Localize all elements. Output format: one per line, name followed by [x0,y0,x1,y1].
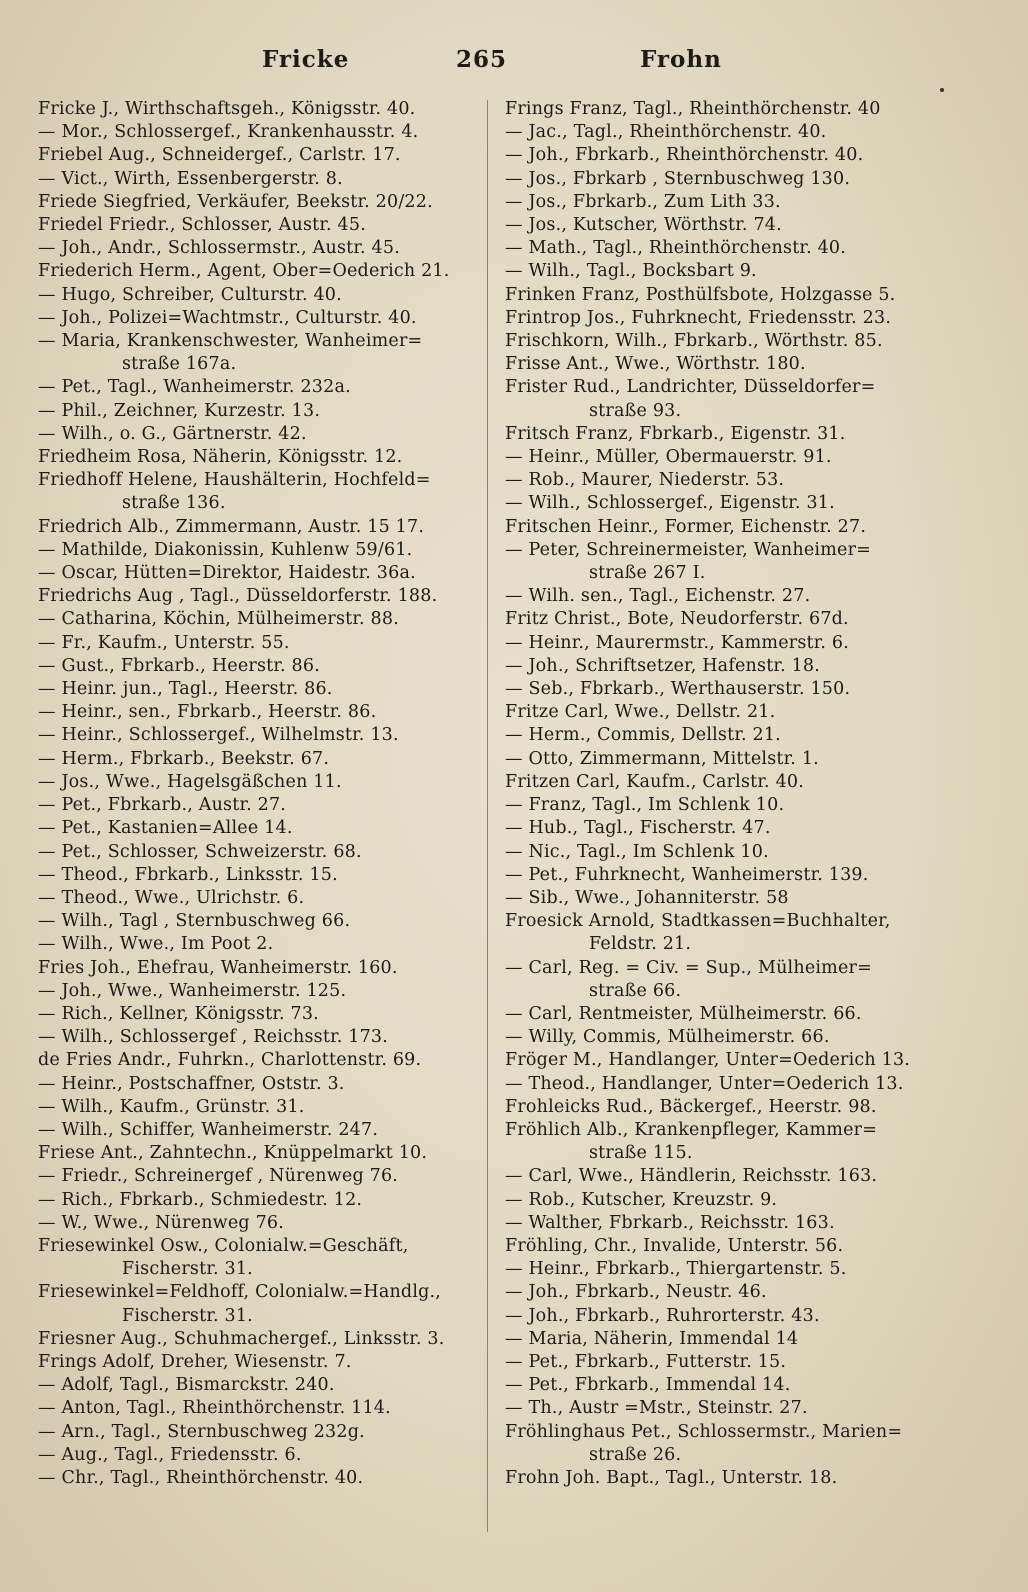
directory-entry: Friedrichs Aug , Tagl., Düsseldorferstr. 188. [38,586,438,607]
directory-entry: Frischkorn, Wilh., Fbrkarb., Wörthstr. 85. [505,331,883,352]
directory-entry: — Jos., Kutscher, Wörthstr. 74. [505,215,782,236]
directory-entry: Friedrich Alb., Zimmermann, Austr. 15 17. [38,516,425,537]
directory-entry: — Wilh., Wwe., Im Poot 2. [38,934,274,955]
directory-entry: — Heinr., Schlossergef., Wilhelmstr. 13. [38,725,399,746]
directory-entry: Frings Franz, Tagl., Rheinthörchenstr. 40 [505,99,881,119]
directory-entry: Fritzen Carl, Kaufm., Carlstr. 40. [505,771,804,792]
directory-entry: — Carl, Wwe., Händlerin, Reichsstr. 163. [505,1166,878,1187]
directory-entry: — Theod., Wwe., Ulrichstr. 6. [38,887,305,908]
directory-entry: — Wilh., Tagl , Sternbuschweg 66. [38,911,351,932]
directory-entry: — Otto, Zimmermann, Mittelstr. 1. [505,748,819,769]
directory-entry: — Pet., Schlosser, Schweizerstr. 68. [38,841,362,862]
directory-entry: — Heinr., sen., Fbrkarb., Heerstr. 86. [38,702,377,723]
directory-entry: Fritsch Franz, Fbrkarb., Eigenstr. 31. [505,423,846,444]
directory-entry: Fröhlich Alb., Krankenpfleger, Kammer= [505,1119,878,1140]
directory-entry: — Joh., Andr., Schlossermstr., Austr. 45. [38,238,400,259]
directory-entry: — Nic., Tagl., Im Schlenk 10. [505,841,769,862]
directory-entry: — Joh., Polizei=Wachtmstr., Culturstr. 40. [38,307,417,328]
directory-entry: Frintrop Jos., Fuhrknecht, Friedensstr. 23. [505,307,892,328]
directory-entry-continuation: Fischerstr. 31. [122,1259,253,1280]
column-divider [487,100,488,1532]
directory-entry: — Jos., Wwe., Hagelsgäßchen 11. [38,771,342,792]
directory-entry: — Aug., Tagl., Friedensstr. 6. [38,1444,302,1465]
directory-entry: Friesewinkel=Feldhoff, Colonialw.=Handlg., [38,1282,442,1303]
directory-entry: — Hugo, Schreiber, Culturstr. 40. [38,284,342,305]
directory-entry: — Wilh., Tagl., Bocksbart 9. [505,261,757,282]
directory-entry: — Herm., Fbrkarb., Beekstr. 67. [38,748,330,769]
directory-entry: Froesick Arnold, Stadtkassen=Buchhalter, [505,911,891,932]
directory-entry: — Jos., Fbrkarb , Sternbuschweg 130. [505,168,851,189]
directory-entry: — Heinr. jun., Tagl., Heerstr. 86. [38,679,333,700]
directory-entry: Friede Siegfried, Verkäufer, Beekstr. 20/22. [38,191,433,212]
directory-entry: — Walther, Fbrkarb., Reichsstr. 163. [505,1212,835,1233]
directory-entry: — Anton, Tagl., Rheinthörchenstr. 114. [38,1398,391,1419]
directory-entry: Friedheim Rosa, Näherin, Königsstr. 12. [38,447,403,468]
directory-entry-continuation: Fischerstr. 31. [122,1305,253,1326]
directory-entry: — Friedr., Schreinergef , Nürenweg 76. [38,1166,399,1187]
directory-entry: — Carl, Rentmeister, Mülheimerstr. 66. [505,1003,862,1024]
directory-entry: — Carl, Reg. = Civ. = Sup., Mülheimer= [505,957,872,978]
directory-entry: — Pet., Fuhrknecht, Wanheimerstr. 139. [505,864,869,885]
directory-entry-continuation: straße 26. [589,1444,682,1465]
directory-entry: — Joh., Schriftsetzer, Hafenstr. 18. [505,655,821,676]
directory-entry: — Seb., Fbrkarb., Werthauserstr. 150. [505,679,851,700]
directory-entry: Fries Joh., Ehefrau, Wanheimerstr. 160. [38,957,398,978]
directory-entry: Frisse Ant., Wwe., Wörthstr. 180. [505,354,806,375]
directory-entry: de Fries Andr., Fuhrkn., Charlottenstr. 69. [38,1050,422,1071]
header-right-keyword: Frohn [640,46,722,73]
directory-entry: — Math., Tagl., Rheinthörchenstr. 40. [505,238,847,259]
directory-entry: — Rob., Kutscher, Kreuzstr. 9. [505,1189,778,1210]
directory-entry: — Theod., Handlanger, Unter=Oederich 13. [505,1073,904,1094]
directory-entry: Fröger M., Handlanger, Unter=Oederich 13. [505,1050,911,1071]
directory-entry: Friese Ant., Zahntechn., Knüppelmarkt 10. [38,1143,428,1164]
directory-entry: — Oscar, Hütten=Direktor, Haidestr. 36a. [38,563,416,584]
directory-entry: Friesewinkel Osw., Colonialw.=Geschäft, [38,1235,409,1256]
directory-entry: — Theod., Fbrkarb., Linksstr. 15. [38,864,338,885]
directory-entry: — Joh., Wwe., Wanheimerstr. 125. [38,980,347,1001]
directory-entry: — Heinr., Postschaffner, Oststr. 3. [38,1073,345,1094]
directory-entry: Friedel Friedr., Schlosser, Austr. 45. [38,215,366,236]
directory-entry: Frinken Franz, Posthülfsbote, Holzgasse 5. [505,284,896,305]
directory-entry: — Mor., Schlossergef., Krankenhausstr. 4. [38,122,419,143]
directory-entry: — Wilh., Schlossergef., Eigenstr. 31. [505,493,835,514]
directory-entry: Fritschen Heinr., Former, Eichenstr. 27. [505,516,867,537]
directory-entry: — Wilh., Kaufm., Grünstr. 31. [38,1096,305,1117]
directory-entry: — Herm., Commis, Dellstr. 21. [505,725,781,746]
page-number: 265 [456,46,508,73]
directory-entry: — Th., Austr =Mstr., Steinstr. 27. [505,1398,808,1419]
directory-entry: Friedhoff Helene, Haushälterin, Hochfeld= [38,470,431,491]
directory-entry-continuation: straße 136. [122,493,226,514]
directory-entry-continuation: Feldstr. 21. [589,934,692,955]
directory-entry: — Rich., Fbrkarb., Schmiedestr. 12. [38,1189,363,1210]
directory-entry-continuation: straße 115. [589,1143,693,1164]
directory-entry: — Pet., Kastanien=Allee 14. [38,818,293,839]
directory-entry: — Joh., Fbrkarb., Neustr. 46. [505,1282,767,1303]
directory-entry: — Pet., Fbrkarb., Austr. 27. [38,795,287,816]
directory-entry: — Joh., Fbrkarb., Ruhrorterstr. 43. [505,1305,820,1326]
directory-entry: — Pet., Tagl., Wanheimerstr. 232a. [38,377,351,398]
directory-entry: — Fr., Kaufm., Unterstr. 55. [38,632,290,653]
directory-entry: Fricke J., Wirthschaftsgeh., Königsstr. 40. [38,99,416,119]
directory-entry-continuation: straße 66. [589,980,682,1001]
directory-entry: — Adolf, Tagl., Bismarckstr. 240. [38,1375,335,1396]
directory-entry: Fritz Christ., Bote, Neudorferstr. 67d. [505,609,849,630]
directory-entry: — Jos., Fbrkarb., Zum Lith 33. [505,191,781,212]
directory-entry: Friesner Aug., Schuhmachergef., Linksstr. 3. [38,1328,445,1349]
directory-entry: Fröhlinghaus Pet., Schlossermstr., Marien= [505,1421,903,1442]
directory-entry: — Arn., Tagl., Sternbuschweg 232g. [38,1421,365,1442]
directory-entry: — Mathilde, Diakonissin, Kuhlenw 59/61. [38,539,413,560]
directory-entry: — Wilh., o. G., Gärtnerstr. 42. [38,423,307,444]
directory-entry: Friederich Herm., Agent, Ober=Oederich 21. [38,261,450,282]
directory-entry: Frohn Joh. Bapt., Tagl., Unterstr. 18. [505,1467,838,1488]
directory-entry: — Pet., Fbrkarb., Immendal 14. [505,1375,791,1396]
directory-entry: — Vict., Wirth, Essenbergerstr. 8. [38,168,343,189]
directory-entry: — Wilh., Schiffer, Wanheimerstr. 247. [38,1119,379,1140]
directory-entry: — Joh., Fbrkarb., Rheinthörchenstr. 40. [505,145,864,166]
directory-entry: — Jac., Tagl., Rheinthörchenstr. 40. [505,122,827,143]
directory-entry: — Heinr., Fbrkarb., Thiergartenstr. 5. [505,1259,847,1280]
header-left-keyword: Fricke [262,46,350,73]
page-header [0,46,1028,86]
directory-entry: — W., Wwe., Nürenweg 76. [38,1212,284,1233]
directory-entry: — Maria, Krankenschwester, Wanheimer= [38,331,423,352]
directory-entry: — Gust., Fbrkarb., Heerstr. 86. [38,655,320,676]
right-column [505,98,945,1490]
directory-entry: Frohleicks Rud., Bäckergef., Heerstr. 98. [505,1096,877,1117]
directory-entry: — Phil., Zeichner, Kurzestr. 13. [38,400,321,421]
directory-entry: Frister Rud., Landrichter, Düsseldorfer= [505,377,876,398]
directory-entry: — Heinr., Müller, Obermauerstr. 91. [505,447,832,468]
directory-entry: Frings Adolf, Dreher, Wiesenstr. 7. [38,1351,352,1372]
directory-entry: — Heinr., Maurermstr., Kammerstr. 6. [505,632,850,653]
directory-entry: — Sib., Wwe., Johanniterstr. 58 [505,887,789,908]
directory-entry: — Pet., Fbrkarb., Futterstr. 15. [505,1351,787,1372]
directory-entry-continuation: straße 93. [589,400,682,421]
directory-entry: — Chr., Tagl., Rheinthörchenstr. 40. [38,1467,364,1488]
directory-entry: — Catharina, Köchin, Mülheimerstr. 88. [38,609,399,630]
directory-entry: Fröhling, Chr., Invalide, Unterstr. 56. [505,1235,844,1256]
directory-entry-continuation: straße 167a. [122,354,237,375]
directory-entry: Friebel Aug., Schneidergef., Carlstr. 17. [38,145,401,166]
directory-entry: — Willy, Commis, Mülheimerstr. 66. [505,1027,830,1048]
directory-entry: — Rob., Maurer, Niederstr. 53. [505,470,785,491]
directory-entry: — Wilh., Schlossergef , Reichsstr. 173. [38,1027,389,1048]
directory-entry: — Wilh. sen., Tagl., Eichenstr. 27. [505,586,811,607]
directory-entry: — Rich., Kellner, Königsstr. 73. [38,1003,319,1024]
directory-entry: — Maria, Näherin, Immendal 14 [505,1328,799,1349]
directory-entry: — Peter, Schreinermeister, Wanheimer= [505,539,871,560]
directory-entry: — Hub., Tagl., Fischerstr. 47. [505,818,771,839]
directory-entry-continuation: straße 267 I. [589,563,706,584]
ink-speck [940,88,944,92]
directory-entry: — Franz, Tagl., Im Schlenk 10. [505,795,785,816]
directory-entry: Fritze Carl, Wwe., Dellstr. 21. [505,702,776,723]
left-column [38,98,478,1490]
